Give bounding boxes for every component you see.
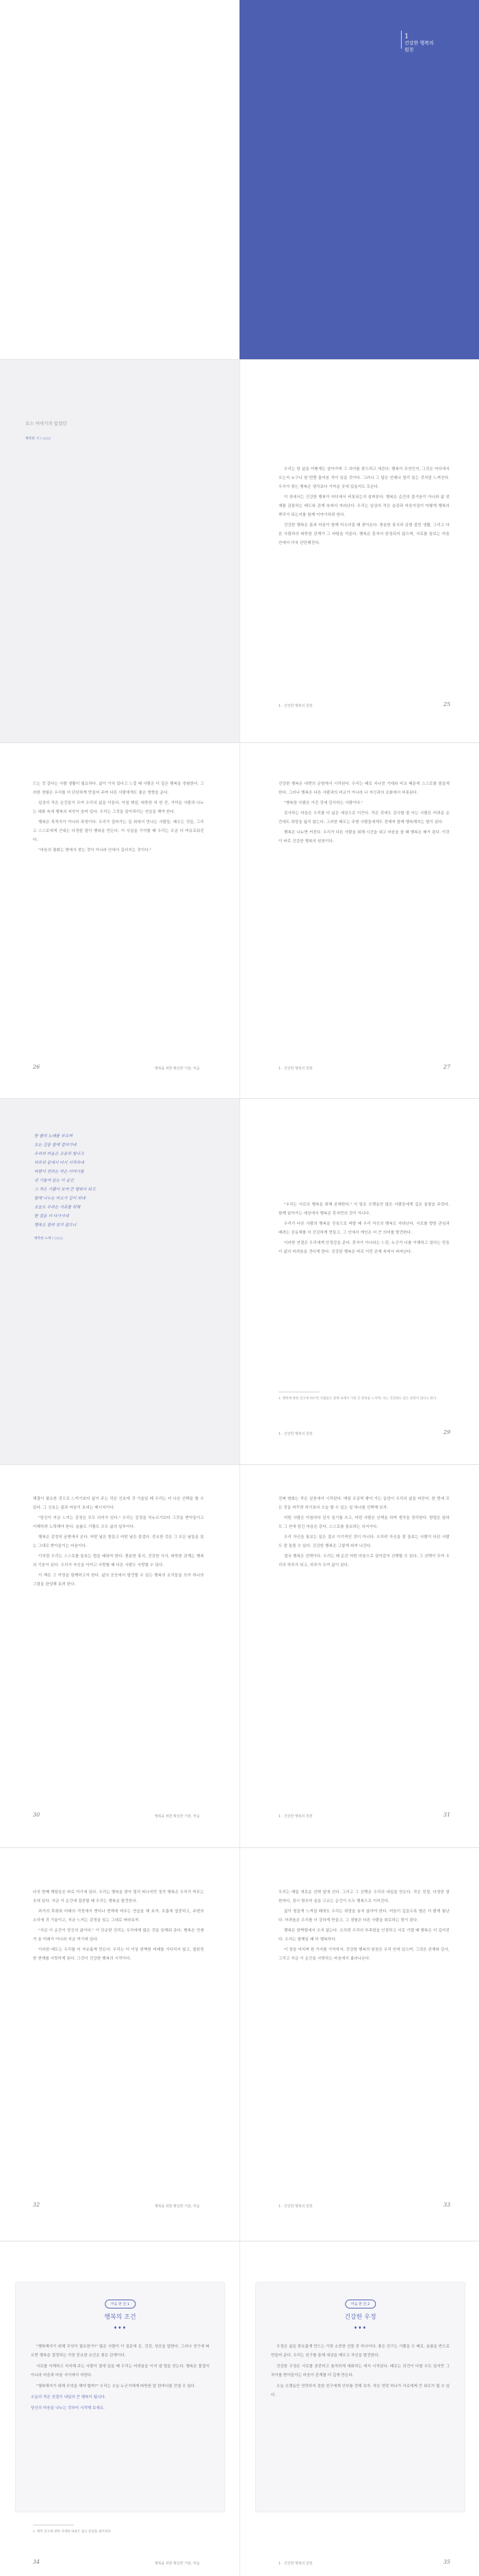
paragraph: 건강한 행복은 내면의 균형에서 시작된다. 우리는 때로 지나친 기대와 비교 때문에 스스로를 힘들게 한다. 그러나 행복은 다른 사람과의 비교가 아니라 나 자신과의 조화에서 비롯된다. (279, 782, 450, 795)
body-text-page-31 (279, 1495, 450, 1572)
quote-title: 오스 이야기의 있었던 (25, 421, 67, 426)
body-text-page-27 (279, 780, 450, 848)
paragraph: "우리는 서로의 행복을 위해 존재한다." 이 말은 오랫동안 많은 사람들에게 깊은 울림을 주었다. 함께 살아가는 세상에서 행복은 혼자만의 것이 아니다. (279, 1203, 450, 1216)
card-body (31, 2343, 209, 2415)
running-footer: 1 · 건강한 행복의 원천 (279, 2204, 313, 2209)
running-footer: 행복을 위한 확실한 기술, 마음 (155, 2204, 200, 2209)
paragraph: 오늘 오랫동안 연락하지 못한 친구에게 안부를 전해 보자. 작은 연락 하나가 서로에게 큰 위로가 될 수 있다. (271, 2384, 450, 2397)
card-divider: ♦♦♦ (353, 2326, 367, 2330)
poem-line: 행복은 멀리 있지 않으니 (34, 1223, 77, 1227)
chapter-title (404, 40, 445, 53)
paragraph: 일상의 작은 순간들이 모여 우리의 삶을 이룬다. 아침 햇살, 따뜻한 차 한 잔, 가까운 사람과 나누는 대화 속에 행복의 씨앗이 숨어 있다. 우리는 그것을 알아차리는 연습을 해야 한다. (33, 801, 204, 814)
page-number: 29 (443, 1429, 451, 1435)
running-footer: 1 · 건강한 행복의 원천 (279, 2562, 313, 2566)
poem-line: 함께 나누는 미소가 길이 되네 (34, 1197, 86, 1201)
paragraph: 행복은 나누면 커진다. 우리가 다른 사람을 위해 시간을 내고 마음을 쓸 때 행복은 배가 된다. 이것이 바로 건강한 행복의 원천이다. (279, 831, 450, 844)
page-number: 35 (443, 2559, 451, 2565)
page-number: 32 (33, 2202, 40, 2208)
poem-line: 그 작은 기쁨이 모여 큰 행복이 되고 (34, 1188, 96, 1192)
card-label: 마음 한 잔 2 (345, 2300, 376, 2308)
paragraph: "행복해지기 위해 무엇이 필요한가?" 많은 사람이 이 질문에 돈, 건강, 성공을 답한다. 그러나 연구에 따르면 행복을 결정하는 가장 중요한 요인은 좋은 관계이다. (31, 2345, 209, 2358)
paragraph: 이러한 연결은 우리에게 안정감을 준다. 혼자가 아니라는 느낌, 누군가 나를 이해하고 있다는 믿음이 삶의 어려움을 견디게 한다. 건강한 행복은 바로 이런 관계 속에서 피어난다. (279, 1241, 450, 1254)
paragraph: 행복은 감정의 균형에서 온다. 어떤 날은 힘들고 어떤 날은 즐겁다. 중요한 것은 그 모든 날들을 있는 그대로 받아들이는 마음이다. (33, 1535, 204, 1548)
paragraph: 행복은 완벽함에서 오지 않는다. 오히려 우리의 부족함을 인정하고 서로 기댈 때 행복은 더 깊어진다. 우리는 함께일 때 더 행복하다. (279, 1929, 450, 1942)
chapter-number: 1 (404, 33, 409, 40)
card-divider: ♦♦♦ (113, 2326, 127, 2330)
paragraph: "당신이 지금 느끼는 감정은 모두 의미가 있다." 우리는 감정을 억누르기보다 그것을 받아들이고 이해하려 노력해야 한다. 슬픔도 기쁨도 모두 삶의 일부이다. (33, 1516, 204, 1529)
paragraph: 우리가 다른 사람의 행복을 진심으로 바랄 때 우리 자신의 행복도 자라난다. 서로를 향한 관심과 배려는 공동체를 더 건강하게 만들고, 그 안에서 개인은 더 큰 의미를 발견한다. (279, 1222, 450, 1235)
paragraph: 이러한 태도는 우리를 더 자유롭게 만든다. 우리는 더 이상 완벽한 미래를 기다리지 않고, 불완전한 현재를 사랑하게 된다. 그것이 건강한 행복의 시작이다. (33, 1948, 204, 1961)
card-title: 행복의 조건 (104, 2314, 136, 2321)
page-number: 27 (443, 1064, 451, 1070)
paragraph: 우리 자신을 돌보는 일은 결코 이기적인 것이 아니다. 오히려 자신을 잘 돌보는 사람이 다른 사람도 잘 돌볼 수 있다. 건강한 행복은 그렇게 퍼져 나간다. (279, 1535, 450, 1548)
running-footer: 1 · 건강한 행복의 원천 (279, 704, 313, 708)
chapter-title-line-2: 원천 (404, 47, 414, 53)
body-text-page-26 (33, 780, 204, 857)
poem-line: 오늘도 우리는 서로를 위해 (34, 1206, 81, 1210)
page-number: 31 (443, 1812, 451, 1818)
poem-line: 한 줄의 노래를 부르며 (34, 1134, 73, 1139)
sidebar-card-right (255, 2282, 465, 2512)
chapter-title-line-1: 건강한 행복의 (404, 40, 434, 46)
body-text-page-32 (33, 1888, 204, 1965)
card-label: 마음 한 잔 1 (105, 2300, 135, 2308)
chapter-opener-panel (240, 0, 479, 359)
quote-source: 행복한 시 / ○○○ (25, 437, 51, 441)
paragraph: 결국 행복은 선택이다. 우리는 매 순간 어떤 마음으로 살아갈지 선택할 수 있다. 그 선택이 모여 우리의 하루가 되고, 하루가 모여 삶이 된다. (279, 1554, 450, 1567)
poem-source: 행복한 노래 / ○○○ (34, 1237, 63, 1240)
running-footer: 행복을 위한 확실한 기술, 마음 (155, 1814, 200, 1819)
page-number: 26 (33, 1064, 40, 1070)
paragraph: 감사하는 마음은 우리를 더 넓은 세상으로 이끈다. 작은 것에도 감사할 줄 아는 사람은 어려운 순간에도 희망을 잃지 않는다. 그러한 태도는 주변 사람들에게도 전해져 함께 행복해지는 힘이 된다. (279, 811, 450, 824)
poem-line: 하루의 끝에서 다시 시작하네 (34, 1161, 84, 1165)
paragraph: 해결이 필요한 것으로 느끼기보다 삶이 주는 작은 신호에 귀 기울일 때 우리는 더 나은 선택을 할 수 있다. 그 신호는 몸과 마음이 보내는 메시지이다. (33, 1497, 204, 1510)
body-text-page-25 (279, 465, 450, 549)
poem-line: 귀 기울여 듣는 이 순간 (34, 1179, 74, 1183)
quote-page-panel (0, 360, 240, 742)
paragraph: 이 장에서는 건강한 행복이 어디에서 비롯되는지 살펴본다. 행복은 순간의 즐거움이 아니라 삶 전체를 관통하는 태도와 관계 속에서 자라난다. 우리는 일상의 작은 습관과 마음가짐이 어떻게 행복의 뿌리가 되는지를 함께 이야기하려 한다. (279, 495, 450, 517)
paragraph: "행복해지기 위해 무엇을 해야 할까?" 우리는 오늘 누군가에게 따뜻한 말 한마디를 건넬 수 있다. (36, 2384, 196, 2389)
chapter-bar (401, 31, 402, 49)
paragraph: 드는 것 같다는 사람 생활이 필요하다. 삶이 가치 있다고 느낄 때 사람은 더 깊은 행복을 경험한다. 그러한 경험은 우리를 더 단단하게 만들어 주며 다른 사람에게도 좋은 영향을 준다. (33, 782, 204, 795)
page-number: 34 (33, 2559, 40, 2565)
footnote: 1. 행복에 관한 연구에 따르면 사람들은 관계 속에서 가장 큰 만족을 느끼며, 이는 건강과도 깊은 관련이 있다고 한다. (279, 1397, 437, 1401)
poem-line: 바람이 전하는 작은 이야기를 (34, 1170, 84, 1174)
footnote: 1. 행복 연구에 관한 자세한 내용은 참고 문헌을 참조하라. (33, 2530, 112, 2534)
paragraph: 이처럼 우리는 스스로를 돌보는 법을 배워야 한다. 충분한 휴식, 건강한 식사, 따뜻한 관계는 행복의 기본이 된다. 우리가 자신을 아끼고 사랑할 때 다른 사람도 사랑할 수 있다. (33, 1554, 204, 1567)
card-title: 건강한 우정 (344, 2314, 376, 2321)
card-body (271, 2343, 450, 2402)
running-footer: 행복을 위한 확실한 기술, 마음 (155, 1067, 200, 1071)
running-footer: 1 · 건강한 행복의 원천 (279, 1432, 313, 1436)
poem-line: 한 걸음 더 다가서네 (34, 1214, 69, 1219)
paragraph: 이 책은 그 여정을 함께하고자 한다. 삶의 곳곳에서 발견할 수 있는 행복의 조각들을 모아 하나의 그림을 완성해 보려 한다. (33, 1574, 204, 1587)
paragraph: 서로를 이해하고 지지해 주는 사람이 곁에 있을 때 우리는 어려움을 이겨 낼 힘을 얻는다. 행복은 물질이 아니라 마음과 마음 사이에서 자란다. (31, 2365, 209, 2378)
paragraph: 삶이 힘들게 느껴질 때에도 우리는 희망을 놓지 않아야 한다. 어둠이 깊을수록 별은 더 밝게 빛난다. 어려움은 우리를 더 강하게 만들고, 그 경험은 다른 사람을 위로하는 힘이 된다. (279, 1910, 450, 1923)
paragraph: 건강한 행복은 몸과 마음이 함께 어우러질 때 찾아온다. 충분한 휴식과 균형 잡힌 생활, 그리고 다른 사람과의 따뜻한 관계가 그 바탕을 이룬다. 행복은 혼자서 완성되지 않으며, 서로를 돌보는 마음 안에서 더욱 단단해진다. (279, 523, 450, 545)
poem-block (34, 1132, 205, 1230)
body-text-page-29 (279, 1201, 450, 1258)
highlight-line: 당신의 마음을 나누는 것부터 시작해 보세요. (31, 2406, 105, 2410)
paragraph: 우정은 삶을 풍요롭게 만드는 가장 소중한 선물 중 하나이다. 좋은 친구는 기쁨을 두 배로, 슬픔을 반으로 만들어 준다. 우리는 친구를 통해 세상을 배우고 자신을 발견한다. (271, 2345, 450, 2358)
paragraph: 우리는 매일 새로운 선택 앞에 선다. 그리고 그 선택은 우리의 내일을 만든다. 작은 친절, 다정한 말 한마디, 잠시 멈추어 숨을 고르는 순간이 모두 행복으로 이어진다. (279, 1890, 450, 1903)
highlight-line: 오늘의 작은 친절이 내일의 큰 행복이 됩니다. (31, 2395, 106, 2399)
page-number: 25 (443, 701, 451, 707)
paragraph: "마음의 평화는 밖에서 찾는 것이 아니라 안에서 길러지는 것이다." (38, 848, 152, 853)
body-text-page-33 (279, 1888, 450, 1965)
paragraph: 건강한 우정은 서로를 존중하고 솔직하게 대화하는 데서 시작된다. 때로는 의견이 다를 수도 있지만 그 차이를 받아들이는 마음이 관계를 더 깊게 만든다. (271, 2365, 450, 2378)
paragraph: 어떤 사람은 아침마다 감사 일기를 쓰고, 어떤 사람은 산책을 하며 생각을 정리한다. 방법은 달라도 그 안에 담긴 마음은 같다. 스스로를 돌보려는 의지이다. (279, 1516, 450, 1529)
paragraph: 과거의 후회와 미래의 걱정에서 벗어나 현재에 머무는 연습을 해 보자. 호흡에 집중하고, 주변의 소리에 귀 기울이고, 지금 느끼는 감정을 있는 그대로 바라보자. (33, 1910, 204, 1923)
running-footer: 1 · 건강한 행복의 원천 (279, 1067, 313, 1071)
sidebar-card-left (15, 2282, 225, 2512)
paragraph: "행복한 사람은 가진 것에 감사하는 사람이다." (284, 801, 363, 805)
poem-line: 오는 길을 함께 걸어가네 (34, 1143, 77, 1147)
page-number: 30 (33, 1812, 40, 1818)
running-footer: 1 · 건강한 행복의 원천 (279, 1814, 313, 1819)
paragraph: 우리는 한 삶을 어떻게든 살아가며 그 의미를 찾으려고 애쓴다. 행복이 무엇인지, 그것은 어디에서 오는지 누구나 한 번쯤 물어본 적이 있을 것이다. 그러나 그 답은 언제나 멀리 있는 것처럼 느껴진다. 우리가 찾는 행복은 생각보다 가까운 곳에 있을지도 모른다. (279, 467, 450, 489)
paragraph: 다섯 번째 깨달음은 바로 여기에 있다. 우리는 행복을 찾아 멀리 떠나지만 정작 행복은 우리가 머무는 곳에 있다. 지금 이 순간에 집중할 때 우리는 행복을 발견한다. (33, 1890, 204, 1903)
paragraph: 행복은 목적지가 아니라 과정이다. 우리가 걸어가는 길 위에서 만나는 사람들, 배우는 것들, 그리고 스스로에게 건네는 다정한 말이 행복을 만든다. 이 사실을 기억할 때 우리는 조금 더 여유로워진다. (33, 820, 204, 842)
running-footer: 행복을 위한 확실한 기술, 마음 (155, 2562, 200, 2566)
paragraph: 진짜 변화는 작은 실천에서 시작된다. 매일 조금씩 쌓아 가는 습관이 우리의 삶을 바꾼다. 한 번에 모든 것을 바꾸려 하기보다 오늘 할 수 있는 일 하나를 선택해 보자. (279, 1497, 450, 1510)
paragraph: 이 장을 마치며 한 가지를 기억하자. 건강한 행복의 원천은 우리 안에 있으며, 그것은 관계와 감사, 그리고 지금 이 순간을 사랑하는 마음에서 흘러나온다. (279, 1948, 450, 1961)
page-number: 33 (443, 2202, 451, 2208)
body-text-page-30 (33, 1495, 204, 1591)
paragraph: "지금 이 순간이 당신의 삶이다." 이 단순한 진리는 우리에게 많은 것을 일깨워 준다. 행복은 언젠가 올 미래가 아니라 지금 여기에 있다. (33, 1929, 204, 1942)
poem-line: 우리의 마음은 조용히 빛나고 (34, 1152, 84, 1156)
